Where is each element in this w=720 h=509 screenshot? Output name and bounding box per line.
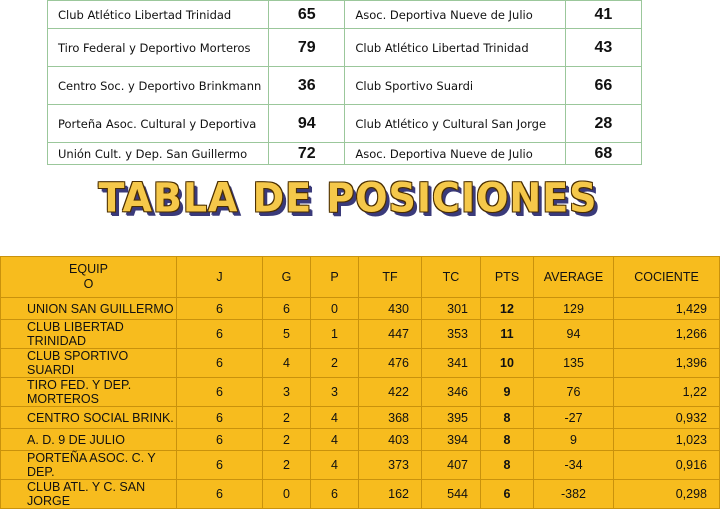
standings-row bbox=[1, 349, 720, 378]
standings-title: TABLA DE POSICIONES bbox=[98, 174, 598, 222]
result-away-score: 66 bbox=[565, 67, 641, 105]
standings-cell-tc: 341 bbox=[422, 349, 481, 378]
standings-cell-g: 2 bbox=[263, 429, 311, 451]
standings-cell-j: 6 bbox=[177, 320, 263, 349]
standings-cell-p: 0 bbox=[311, 298, 359, 320]
standings-cell-g: 0 bbox=[263, 480, 311, 509]
header-tf: TF bbox=[359, 257, 422, 298]
standings-row bbox=[1, 378, 720, 407]
standings-cell-cociente: 0,932 bbox=[614, 407, 720, 429]
standings-cell-p: 4 bbox=[311, 407, 359, 429]
standings-cell-tc: 301 bbox=[422, 298, 481, 320]
result-home-score: 94 bbox=[269, 105, 345, 143]
result-row bbox=[48, 1, 642, 29]
standings-row bbox=[1, 480, 720, 509]
standings-cell-cociente: 0,916 bbox=[614, 451, 720, 480]
result-home-score: 65 bbox=[269, 1, 345, 29]
standings-cell-average: 129 bbox=[534, 298, 614, 320]
standings-row bbox=[1, 407, 720, 429]
standings-cell-p: 4 bbox=[311, 451, 359, 480]
result-away-team: Asoc. Deportiva Nueve de Julio bbox=[345, 143, 565, 165]
result-home-score: 72 bbox=[269, 143, 345, 165]
standings-cell-j: 6 bbox=[177, 451, 263, 480]
result-away-score: 41 bbox=[565, 1, 641, 29]
header-equipo-line1: EQUIP bbox=[69, 262, 108, 276]
standings-cell-average: 9 bbox=[534, 429, 614, 451]
standings-cell-j: 6 bbox=[177, 429, 263, 451]
standings-cell-tf: 430 bbox=[359, 298, 422, 320]
standings-cell-tc: 395 bbox=[422, 407, 481, 429]
result-home-score: 79 bbox=[269, 29, 345, 67]
standings-cell-g: 5 bbox=[263, 320, 311, 349]
standings-cell-team: A. D. 9 DE JULIO bbox=[1, 429, 177, 451]
standings-cell-cociente: 1,266 bbox=[614, 320, 720, 349]
standings-cell-tf: 403 bbox=[359, 429, 422, 451]
standings-cell-tf: 422 bbox=[359, 378, 422, 407]
standings-cell-tf: 162 bbox=[359, 480, 422, 509]
standings-table bbox=[0, 256, 720, 509]
result-home-team: Unión Cult. y Dep. San Guillermo bbox=[48, 143, 269, 165]
standings-cell-p: 2 bbox=[311, 349, 359, 378]
standings-cell-average: -34 bbox=[534, 451, 614, 480]
standings-row bbox=[1, 429, 720, 451]
standings-cell-team: CLUB SPORTIVO SUARDI bbox=[1, 349, 177, 378]
standings-cell-team: UNION SAN GUILLERMO bbox=[1, 298, 177, 320]
result-away-team: Club Sportivo Suardi bbox=[345, 67, 565, 105]
standings-cell-pts: 8 bbox=[481, 451, 534, 480]
standings-cell-j: 6 bbox=[177, 298, 263, 320]
result-away-score: 43 bbox=[565, 29, 641, 67]
result-home-team: Tiro Federal y Deportivo Morteros bbox=[48, 29, 269, 67]
standings-cell-tc: 346 bbox=[422, 378, 481, 407]
standings-cell-average: 135 bbox=[534, 349, 614, 378]
result-row bbox=[48, 67, 642, 105]
standings-cell-cociente: 1,023 bbox=[614, 429, 720, 451]
standings-cell-pts: 9 bbox=[481, 378, 534, 407]
result-away-score: 68 bbox=[565, 143, 641, 165]
standings-cell-j: 6 bbox=[177, 407, 263, 429]
standings-cell-g: 6 bbox=[263, 298, 311, 320]
result-row bbox=[48, 29, 642, 67]
result-away-team: Club Atlético y Cultural San Jorge bbox=[345, 105, 565, 143]
standings-cell-g: 4 bbox=[263, 349, 311, 378]
standings-cell-tf: 476 bbox=[359, 349, 422, 378]
result-away-score: 28 bbox=[565, 105, 641, 143]
standings-cell-p: 3 bbox=[311, 378, 359, 407]
header-average: AVERAGE bbox=[534, 257, 614, 298]
standings-row bbox=[1, 298, 720, 320]
header-equipo bbox=[1, 257, 177, 298]
standings-cell-p: 1 bbox=[311, 320, 359, 349]
standings-cell-cociente: 1,22 bbox=[614, 378, 720, 407]
result-home-team: Club Atlético Libertad Trinidad bbox=[48, 1, 269, 29]
standings-cell-p: 4 bbox=[311, 429, 359, 451]
result-home-team: Centro Soc. y Deportivo Brinkmann bbox=[48, 67, 269, 105]
standings-row bbox=[1, 451, 720, 480]
standings-header-row bbox=[1, 257, 720, 298]
standings-cell-g: 2 bbox=[263, 407, 311, 429]
standings-cell-average: -382 bbox=[534, 480, 614, 509]
result-row bbox=[48, 143, 642, 165]
standings-cell-average: 76 bbox=[534, 378, 614, 407]
standings-cell-tc: 353 bbox=[422, 320, 481, 349]
standings-cell-j: 6 bbox=[177, 378, 263, 407]
standings-cell-cociente: 1,429 bbox=[614, 298, 720, 320]
header-j: J bbox=[177, 257, 263, 298]
header-equipo-line2: O bbox=[83, 277, 94, 291]
standings-cell-g: 2 bbox=[263, 451, 311, 480]
standings-cell-team: CENTRO SOCIAL BRINK. bbox=[1, 407, 177, 429]
standings-cell-cociente: 1,396 bbox=[614, 349, 720, 378]
standings-cell-tc: 407 bbox=[422, 451, 481, 480]
standings-cell-pts: 8 bbox=[481, 407, 534, 429]
standings-cell-j: 6 bbox=[177, 349, 263, 378]
result-away-team: Asoc. Deportiva Nueve de Julio bbox=[345, 1, 565, 29]
standings-cell-average: 94 bbox=[534, 320, 614, 349]
header-tc: TC bbox=[422, 257, 481, 298]
result-home-score: 36 bbox=[269, 67, 345, 105]
standings-row bbox=[1, 320, 720, 349]
standings-cell-pts: 10 bbox=[481, 349, 534, 378]
standings-cell-tf: 368 bbox=[359, 407, 422, 429]
standings-cell-tf: 447 bbox=[359, 320, 422, 349]
standings-cell-tf: 373 bbox=[359, 451, 422, 480]
standings-cell-pts: 6 bbox=[481, 480, 534, 509]
results-table bbox=[47, 0, 642, 165]
header-pts: PTS bbox=[481, 257, 534, 298]
result-row bbox=[48, 105, 642, 143]
standings-cell-tc: 544 bbox=[422, 480, 481, 509]
standings-cell-j: 6 bbox=[177, 480, 263, 509]
standings-cell-average: -27 bbox=[534, 407, 614, 429]
standings-cell-pts: 12 bbox=[481, 298, 534, 320]
result-away-team: Club Atlético Libertad Trinidad bbox=[345, 29, 565, 67]
standings-cell-tc: 394 bbox=[422, 429, 481, 451]
standings-cell-team: CLUB ATL. Y C. SAN JORGE bbox=[1, 480, 177, 509]
standings-cell-team: TIRO FED. Y DEP. MORTEROS bbox=[1, 378, 177, 407]
standings-cell-team: PORTEÑA ASOC. C. Y DEP. bbox=[1, 451, 177, 480]
header-cociente: COCIENTE bbox=[614, 257, 720, 298]
standings-cell-p: 6 bbox=[311, 480, 359, 509]
standings-cell-cociente: 0,298 bbox=[614, 480, 720, 509]
standings-cell-pts: 11 bbox=[481, 320, 534, 349]
standings-cell-g: 3 bbox=[263, 378, 311, 407]
standings-cell-team: CLUB LIBERTAD TRINIDAD bbox=[1, 320, 177, 349]
header-p: P bbox=[311, 257, 359, 298]
result-home-team: Porteña Asoc. Cultural y Deportiva bbox=[48, 105, 269, 143]
header-g: G bbox=[263, 257, 311, 298]
standings-cell-pts: 8 bbox=[481, 429, 534, 451]
